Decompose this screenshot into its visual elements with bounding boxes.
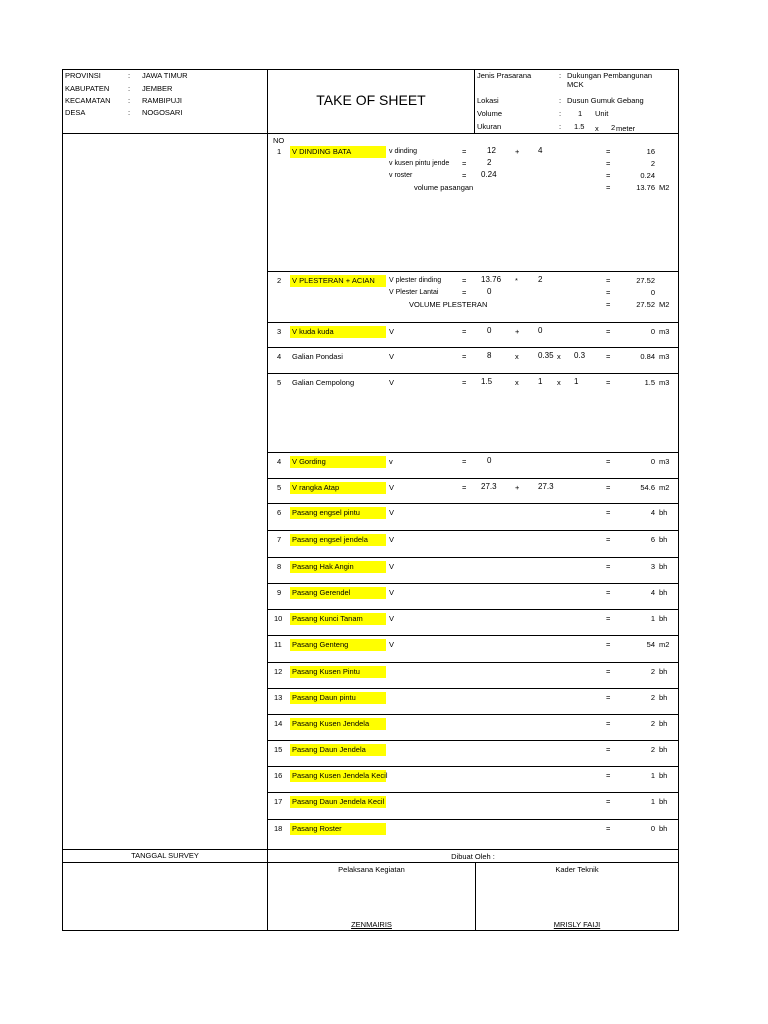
item-number: 8	[277, 562, 282, 571]
item-name: V Gording	[292, 457, 326, 466]
line-equals-result: =	[606, 183, 611, 192]
line-equals: =	[462, 276, 467, 285]
line-value-a: 12	[487, 146, 496, 155]
row-separator	[268, 688, 678, 689]
item-v: V	[389, 508, 395, 517]
item-operator: +	[515, 483, 520, 492]
no-column-header: NO	[273, 136, 285, 145]
item-value-b: 1	[538, 377, 543, 386]
item-number: 5	[277, 378, 282, 387]
item-equals-result: =	[606, 352, 611, 361]
result-value: 16	[646, 147, 655, 156]
line-value-b: 4	[538, 146, 543, 155]
result-unit: bh	[659, 667, 668, 676]
result-value: 2	[650, 693, 655, 702]
item-equals: =	[462, 352, 467, 361]
line-equals-result: =	[606, 288, 611, 297]
line-value-a: 2	[487, 158, 492, 167]
ukuran-value-a: 1.5	[574, 122, 585, 131]
item-equals-result: =	[606, 588, 611, 597]
row-separator	[268, 583, 678, 584]
row-separator	[268, 819, 678, 820]
line-label: V plester dinding	[389, 277, 442, 284]
row-separator	[268, 478, 678, 479]
item-number: 5	[277, 483, 282, 492]
item-operator-2: x	[557, 352, 561, 361]
row-separator	[268, 503, 678, 504]
line-label: V Plester Lantai	[389, 289, 439, 296]
row-separator	[268, 271, 678, 272]
item-v: V	[389, 352, 395, 361]
result-unit: m2	[659, 483, 670, 492]
jenis-sep: :	[559, 71, 562, 80]
result-value: 3	[650, 562, 655, 571]
result-value: 4	[650, 588, 655, 597]
tanggal-survey-label: TANGGAL SURVEY	[131, 851, 199, 860]
lokasi-sep: :	[559, 96, 562, 105]
left-column-divider	[267, 69, 268, 931]
result-unit: M2	[659, 183, 670, 192]
item-number: 4	[277, 457, 282, 466]
item-name: Pasang Gerendel	[292, 588, 351, 597]
line-value-a: 0	[487, 287, 492, 296]
frame-right	[678, 69, 679, 931]
desa-label: DESA	[65, 108, 86, 117]
item-value-a: 0	[487, 326, 492, 335]
desa-sep: :	[128, 108, 131, 117]
kecamatan-value: RAMBIPUJI	[142, 96, 183, 105]
kabupaten-label: KABUPATEN	[65, 84, 110, 93]
item-v: V	[389, 535, 395, 544]
line-equals-result: =	[606, 300, 611, 309]
dibuat-oleh-label: Dibuat Oleh :	[451, 852, 495, 861]
item-operator-2: x	[557, 378, 561, 387]
item-number: 3	[277, 327, 282, 336]
page-title: TAKE OF SHEET	[316, 92, 426, 108]
item-value-b: 0.35	[538, 351, 554, 360]
result-value: 54	[646, 640, 655, 649]
result-unit: bh	[659, 614, 668, 623]
item-name: Pasang Hak Angin	[292, 562, 354, 571]
jenis-value: Dukungan Pembangunan	[567, 71, 653, 80]
result-unit: m2	[659, 640, 670, 649]
ukuran-label: Ukuran	[477, 122, 502, 131]
item-name: V kuda kuda	[292, 327, 334, 336]
row-separator	[268, 373, 678, 374]
item-number: 9	[277, 588, 282, 597]
item-name: Pasang Daun pintu	[292, 693, 356, 702]
result-value: 27.52	[636, 276, 655, 285]
result-unit: bh	[659, 719, 668, 728]
result-value: 1.5	[644, 378, 655, 387]
volume-unit: Unit	[595, 109, 609, 118]
item-equals-result: =	[606, 797, 611, 806]
item-v: V	[389, 640, 395, 649]
result-value: 1	[650, 614, 655, 623]
jenis-value-2: MCK	[567, 80, 584, 89]
frame-top	[62, 69, 679, 70]
result-unit: M2	[659, 300, 670, 309]
item-value-b: 0	[538, 326, 543, 335]
line-label: v dinding	[389, 148, 418, 155]
item-name: Pasang engsel pintu	[292, 508, 360, 517]
volume-value: 1	[578, 109, 583, 118]
item-equals-result: =	[606, 693, 611, 702]
item-v: V	[389, 562, 395, 571]
item-name: Pasang engsel jendela	[292, 535, 368, 544]
result-unit: m3	[659, 352, 670, 361]
kabupaten-sep: :	[128, 84, 131, 93]
ukuran-sep: :	[559, 122, 562, 131]
result-value: 0.24	[640, 171, 655, 180]
jenis-label: Jenis Prasarana	[477, 71, 532, 80]
line-equals-result: =	[606, 159, 611, 168]
item-value-b: 27.3	[538, 482, 554, 491]
row-separator	[268, 347, 678, 348]
item-name: Galian Cempolong	[292, 378, 355, 387]
result-unit: bh	[659, 745, 668, 754]
item-number: 7	[277, 535, 282, 544]
provinsi-label: PROVINSI	[65, 71, 101, 80]
line-value-a: 13.76	[481, 275, 502, 284]
row-separator	[268, 609, 678, 610]
line-value-b: 2	[538, 275, 543, 284]
item-number: 13	[274, 693, 283, 702]
line-label: v kusen pintu jende	[389, 160, 450, 167]
item-name: Pasang Daun Jendela Kecil	[292, 797, 385, 806]
ukuran-unit: meter	[616, 124, 636, 133]
item-operator: +	[515, 327, 520, 336]
result-value: 54.6	[640, 483, 655, 492]
line-equals: =	[462, 288, 467, 297]
frame-left	[62, 69, 63, 931]
item-v: V	[389, 588, 395, 597]
result-unit: m3	[659, 457, 670, 466]
row-separator	[268, 530, 678, 531]
item-name: Pasang Roster	[292, 824, 342, 833]
item-name: Pasang Kunci Tanam	[292, 614, 363, 623]
item-v: V	[389, 378, 395, 387]
item-name: V PLESTERAN + ACIAN	[292, 276, 375, 285]
item-equals-result: =	[606, 562, 611, 571]
item-number: 11	[274, 640, 282, 649]
result-unit: m3	[659, 327, 670, 336]
line-equals-result: =	[606, 147, 611, 156]
row-separator	[268, 714, 678, 715]
item-number: 10	[274, 614, 283, 623]
result-value: 13.76	[636, 183, 655, 192]
line-equals-result: =	[606, 171, 611, 180]
line-label: v roster	[389, 172, 413, 179]
item-name: Pasang Kusen Jendela Kecil	[292, 771, 388, 780]
kabupaten-value: JEMBER	[142, 84, 173, 93]
volume-label: Volume	[477, 109, 503, 118]
item-equals: =	[462, 378, 467, 387]
item-operator: x	[515, 378, 519, 387]
row-separator	[268, 557, 678, 558]
item-number: 14	[274, 719, 283, 728]
item-name: Galian Pondasi	[292, 352, 343, 361]
item-equals-result: =	[606, 508, 611, 517]
result-value: 0	[650, 457, 655, 466]
line-operator: *	[515, 276, 518, 285]
kecamatan-label: KECAMATAN	[65, 96, 111, 105]
result-value: 0.84	[640, 352, 655, 361]
item-number: 12	[274, 667, 283, 676]
item-equals: =	[462, 483, 467, 492]
item-number: 2	[277, 276, 282, 285]
pelaksana-name: ZENMAIRIS	[351, 920, 392, 929]
item-value-a: 0	[487, 456, 492, 465]
item-equals-result: =	[606, 378, 611, 387]
result-unit: bh	[659, 771, 668, 780]
item-name: Pasang Genteng	[292, 640, 349, 649]
item-equals-result: =	[606, 483, 611, 492]
title-info-divider	[474, 69, 475, 134]
lokasi-label: Lokasi	[477, 96, 499, 105]
line-label: volume pasangan	[414, 183, 474, 192]
result-value: 2	[650, 719, 655, 728]
ukuran-x: x	[595, 124, 599, 133]
frame-bottom	[62, 930, 679, 931]
header-divider	[62, 133, 679, 134]
item-equals-result: =	[606, 640, 611, 649]
item-equals-result: =	[606, 771, 611, 780]
result-value: 4	[650, 508, 655, 517]
item-v: V	[389, 614, 395, 623]
item-number: 15	[274, 745, 283, 754]
footer-sub-line	[62, 862, 679, 863]
item-equals-result: =	[606, 745, 611, 754]
row-separator	[268, 635, 678, 636]
item-number: 17	[274, 797, 283, 806]
result-value: 0	[650, 327, 655, 336]
result-value: 2	[650, 159, 655, 168]
item-equals: =	[462, 327, 467, 336]
item-name: Pasang Kusen Jendela	[292, 719, 370, 728]
item-number: 4	[277, 352, 282, 361]
item-v: V	[389, 483, 395, 492]
item-name: Pasang Kusen Pintu	[292, 667, 360, 676]
result-unit: m3	[659, 378, 670, 387]
item-value-a: 1.5	[481, 377, 493, 386]
item-equals-result: =	[606, 457, 611, 466]
result-unit: bh	[659, 508, 668, 517]
row-separator	[268, 792, 678, 793]
row-separator	[268, 452, 678, 453]
result-unit: bh	[659, 588, 668, 597]
kader-label: Kader Teknik	[555, 865, 599, 874]
line-value-a: 0.24	[481, 170, 497, 179]
item-equals-result: =	[606, 614, 611, 623]
result-unit: bh	[659, 797, 668, 806]
item-equals-result: =	[606, 824, 611, 833]
desa-value: NOGOSARI	[142, 108, 183, 117]
item-equals: =	[462, 457, 467, 466]
item-operator: x	[515, 352, 519, 361]
item-number: 16	[274, 771, 283, 780]
row-separator	[268, 740, 678, 741]
item-number: 1	[277, 147, 282, 156]
line-equals: =	[462, 147, 467, 156]
item-equals-result: =	[606, 719, 611, 728]
item-value-a: 27.3	[481, 482, 497, 491]
item-value-c: 0.3	[574, 351, 586, 360]
result-unit: bh	[659, 824, 668, 833]
item-equals-result: =	[606, 535, 611, 544]
kecamatan-sep: :	[128, 96, 131, 105]
result-value: 2	[650, 667, 655, 676]
item-name: Pasang Daun Jendela	[292, 745, 366, 754]
ukuran-value-b: 2	[611, 123, 616, 132]
result-value: 1	[650, 797, 655, 806]
row-separator	[268, 322, 678, 323]
result-unit: bh	[659, 562, 668, 571]
item-v: V	[389, 327, 395, 336]
result-value: 0	[650, 288, 655, 297]
provinsi-sep: :	[128, 71, 131, 80]
item-equals-result: =	[606, 667, 611, 676]
line-equals: =	[462, 159, 467, 168]
result-value: 2	[650, 745, 655, 754]
line-equals: =	[462, 171, 467, 180]
result-value: 1	[650, 771, 655, 780]
provinsi-value: JAWA TIMUR	[142, 71, 188, 80]
line-operator: +	[515, 147, 520, 156]
result-value: 0	[650, 824, 655, 833]
result-unit: bh	[659, 535, 668, 544]
item-value-a: 8	[487, 351, 492, 360]
pelaksana-label: Pelaksana Kegiatan	[338, 865, 405, 874]
result-value: 27.52	[636, 300, 655, 309]
item-equals-result: =	[606, 327, 611, 336]
result-unit: bh	[659, 693, 668, 702]
item-v: v	[389, 457, 393, 466]
item-name: V rangka Atap	[292, 483, 340, 492]
item-name: V DINDING BATA	[292, 147, 352, 156]
volume-sep: :	[559, 109, 562, 118]
line-equals-result: =	[606, 276, 611, 285]
kader-name: MRISLY FAIJI	[553, 920, 601, 929]
item-number: 18	[274, 824, 283, 833]
line-label: VOLUME PLESTERAN	[409, 300, 488, 309]
lokasi-value: Dusun Gumuk Gebang	[567, 96, 644, 105]
footer-top-line	[62, 849, 679, 850]
result-value: 6	[650, 535, 655, 544]
item-number: 6	[277, 508, 282, 517]
row-separator	[268, 662, 678, 663]
item-value-c: 1	[574, 377, 579, 386]
row-separator	[268, 766, 678, 767]
